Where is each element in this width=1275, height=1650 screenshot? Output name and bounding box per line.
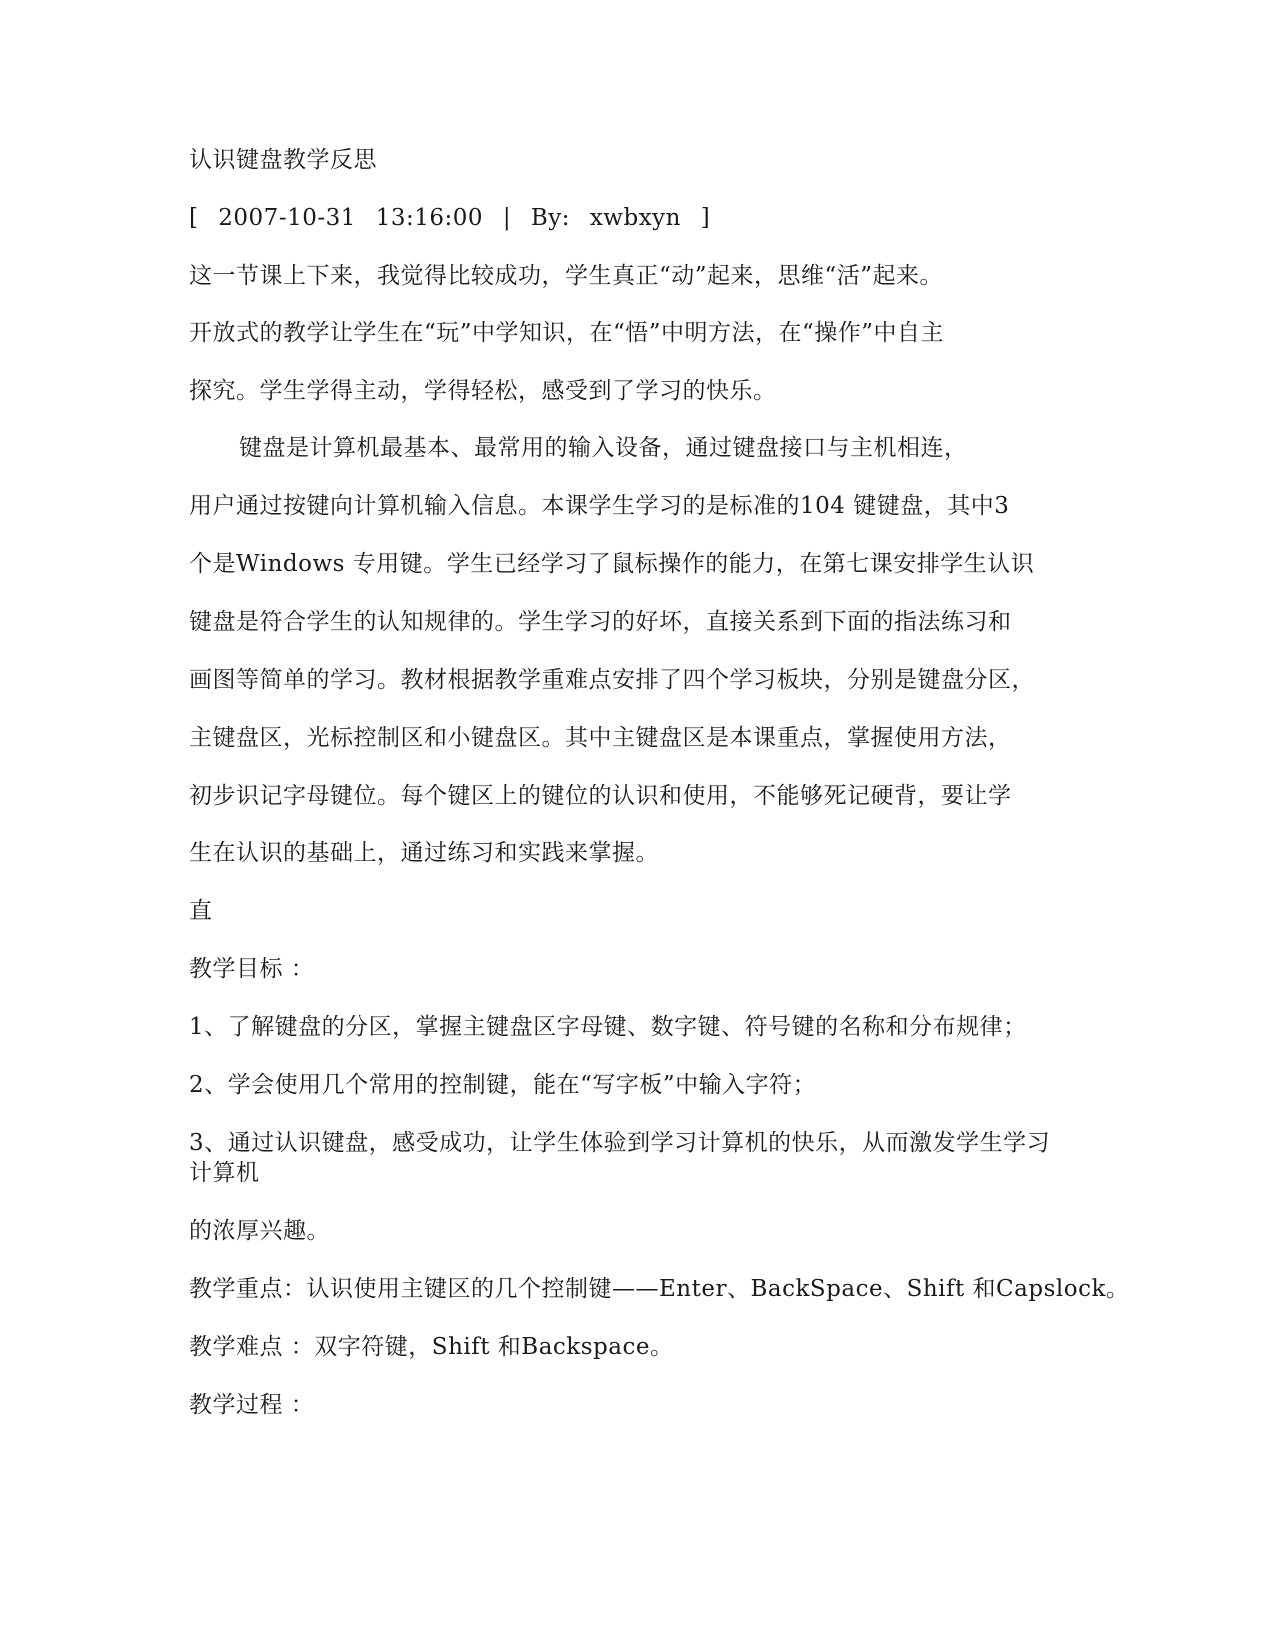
teaching-key-points: 教学重点：认识使用主键区的几个控制键——Enter、BackSpace、Shift 和Capslock。: [189, 1276, 1130, 1302]
objective-item: 2、学会使用几个常用的控制键，能在“写字板”中输入字符；: [189, 1072, 817, 1098]
post-meta: [ 2007-10-31 13:16:00 | By: xwbxyn ]: [189, 205, 711, 231]
paragraph-line: 画图等简单的学习。教材根据教学重难点安排了四个学习板块，分别是键盘分区，: [189, 667, 1035, 693]
paragraph-line: 开放式的教学让学生在“玩”中学知识，在“悟”中明方法，在“操作”中自主: [189, 320, 945, 346]
paragraph-line: 探究。学生学得主动，学得轻松，感受到了学习的快乐。: [189, 378, 777, 404]
paragraph-line: 用户通过按键向计算机输入信息。本课学生学习的是标准的104 键键盘，其中3: [189, 493, 1010, 519]
objective-item-continuation: 的浓厚兴趣。: [189, 1218, 330, 1244]
paragraph-line: 生在认识的基础上，通过练习和实践来掌握。: [189, 840, 659, 866]
objective-item: 1、了解键盘的分区，掌握主键盘区字母键、数字键、符号键的名称和分布规律；: [189, 1014, 1027, 1040]
stray-character: 直: [189, 898, 213, 924]
section-heading-process: 教学过程 ：: [189, 1392, 315, 1418]
paragraph-line: 键盘是计算机最基本、最常用的输入设备，通过键盘接口与主机相连，: [239, 435, 968, 461]
paragraph-line: 初步识记字母键位。每个键区上的键位的认识和使用，不能够死记硬背，要让学: [189, 783, 1012, 809]
paragraph-line: 主键盘区，光标控制区和小键盘区。其中主键盘区是本课重点，掌握使用方法，: [189, 725, 1012, 751]
objective-item-continuation: 计算机: [189, 1160, 260, 1186]
teaching-difficulties: 教学难点 ：双字符键，Shift 和Backspace。: [189, 1334, 674, 1360]
section-heading-objectives: 教学目标 ：: [189, 956, 315, 982]
paragraph-line: 个是Windows 专用键。学生已经学习了鼠标操作的能力，在第七课安排学生认识: [189, 551, 1035, 577]
paragraph-line: 键盘是符合学生的认知规律的。学生学习的好坏，直接关系到下面的指法练习和: [189, 609, 1012, 635]
paragraph-line: 这一节课上下来，我觉得比较成功，学生真正“动”起来，思维“活”起来。: [189, 263, 944, 289]
document-title: 认识键盘教学反思: [189, 147, 377, 173]
objective-item: 3、通过认识键盘，感受成功，让学生体验到学习计算机的快乐，从而激发学生学习: [189, 1130, 1051, 1156]
